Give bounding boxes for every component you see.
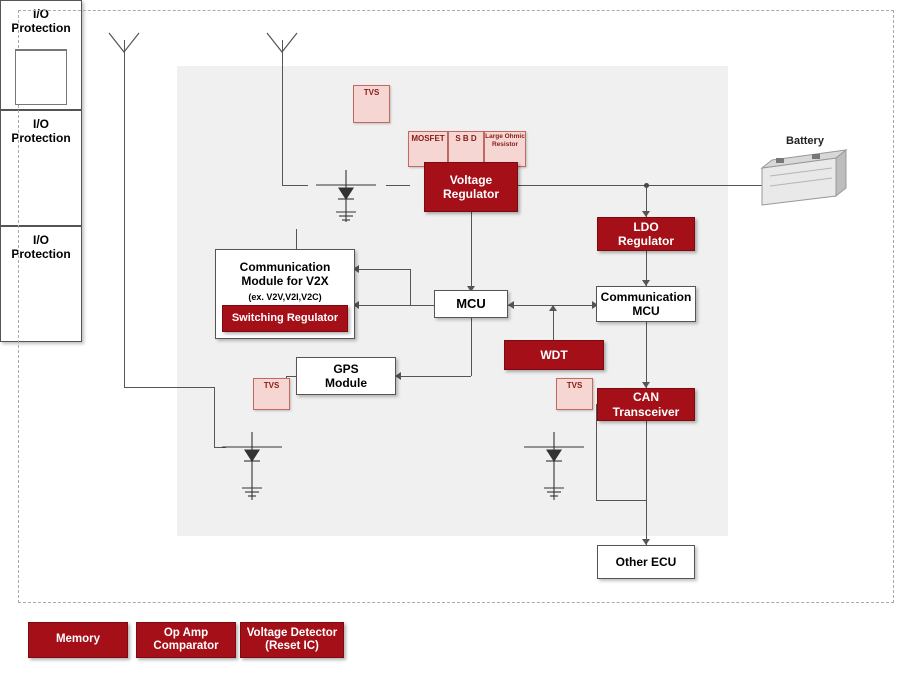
line-can-to-otherecu bbox=[646, 420, 647, 545]
legend-opamp-line2: Comparator bbox=[153, 640, 219, 652]
legend-voltage-detector-line2: (Reset IC) bbox=[265, 640, 319, 652]
tvs-2-label: TVS bbox=[263, 381, 280, 390]
io-protection-2-circuit bbox=[15, 50, 67, 105]
line-wdt-up bbox=[553, 305, 554, 340]
can-transceiver-line2: Transceiver bbox=[612, 404, 680, 419]
ldo-regulator-line2: Regulator bbox=[617, 234, 674, 248]
gps-module-line2: Module bbox=[325, 376, 367, 390]
voltage-regulator-line2: Regulator bbox=[442, 187, 499, 201]
io-protection-1-line2: Protection bbox=[11, 20, 71, 35]
legend-memory-label: Memory bbox=[55, 633, 101, 646]
mcu-box bbox=[434, 290, 508, 318]
line-ldo-to-commmcu bbox=[646, 251, 647, 286]
line-commmodule-to-mcu2 bbox=[355, 305, 434, 306]
switching-regulator-label: Switching Regulator bbox=[231, 311, 339, 324]
io-protection-1-line1: I/O bbox=[32, 7, 49, 21]
io-protection-2-line2: Protection bbox=[11, 246, 71, 261]
communication-mcu-line2: MCU bbox=[632, 304, 660, 318]
can-transceiver-line1: CAN bbox=[633, 390, 659, 405]
line-ioprot3-riser bbox=[214, 387, 215, 447]
tvs-3-label: TVS bbox=[566, 381, 583, 390]
line-commmcu-to-can bbox=[646, 322, 647, 388]
line-commmodule-to-mcu bbox=[355, 269, 410, 270]
io-protection-3-line2: Protection bbox=[11, 130, 71, 145]
large-ohmic-resistor-label: Large Ohmic Resistor bbox=[485, 133, 525, 148]
legend-opamp-line1: Op Amp bbox=[163, 626, 209, 639]
ldo-regulator-line1: LDO bbox=[633, 219, 659, 234]
mosfet-label: MOSFET bbox=[411, 134, 445, 143]
wdt-label: WDT bbox=[540, 347, 568, 362]
legend-memory bbox=[28, 622, 128, 658]
ldo-regulator-box bbox=[597, 217, 695, 251]
line-antenna2-entry bbox=[282, 185, 308, 186]
mcu-label: MCU bbox=[456, 296, 486, 312]
line-antenna2-vertical bbox=[282, 40, 283, 185]
line-antenna1-to-ioprot3 bbox=[124, 387, 214, 388]
communication-mcu-box bbox=[596, 286, 696, 322]
line-vreg-to-mcu bbox=[471, 212, 472, 292]
tvs-2-box bbox=[253, 378, 290, 410]
battery-caption: Battery bbox=[786, 135, 824, 147]
line-commmodule-mcu-drop bbox=[410, 269, 411, 305]
communication-module-line2: Module for V2X bbox=[241, 274, 329, 289]
line-mcu-down-gps bbox=[471, 318, 472, 376]
legend-opamp-comparator bbox=[136, 622, 236, 658]
line-mcu-to-gps bbox=[396, 376, 471, 377]
voltage-regulator-line1: Voltage bbox=[449, 172, 493, 187]
can-transceiver-box bbox=[597, 388, 695, 421]
line-battery-rail-down bbox=[646, 185, 647, 217]
tvs-3-box bbox=[556, 378, 593, 410]
line-antenna1-vertical bbox=[124, 40, 125, 387]
line-ioprot2-out bbox=[596, 500, 646, 501]
switching-regulator-box bbox=[222, 305, 348, 332]
gps-module-line1: GPS bbox=[333, 361, 359, 376]
line-ioprot3-entry bbox=[214, 447, 226, 448]
io-protection-3-line1: I/O bbox=[32, 117, 49, 131]
line-vreg-to-battery bbox=[518, 185, 765, 186]
voltage-regulator-box bbox=[424, 162, 518, 212]
legend-voltage-detector bbox=[240, 622, 344, 658]
other-ecu-label: Other ECU bbox=[615, 554, 677, 569]
legend-voltage-detector-line1: Voltage Detector bbox=[246, 626, 338, 639]
wdt-box bbox=[504, 340, 604, 370]
other-ecu-box bbox=[597, 545, 695, 579]
line-ioprot1-out bbox=[386, 185, 410, 186]
sbd-label: S B D bbox=[455, 134, 477, 143]
line-mcu-to-commmcu bbox=[508, 305, 596, 306]
io-protection-2-line1: I/O bbox=[32, 233, 49, 247]
communication-module-line1: Communication bbox=[239, 260, 331, 274]
communication-mcu-line1: Communication bbox=[600, 289, 692, 304]
communication-module-sub: (ex. V2V,V2I,V2C) bbox=[248, 291, 322, 302]
tvs-1-box bbox=[353, 85, 390, 123]
tvs-1-label: TVS bbox=[363, 88, 380, 97]
line-gps-to-ioprot3 bbox=[286, 376, 296, 377]
gps-module-box bbox=[296, 357, 396, 395]
